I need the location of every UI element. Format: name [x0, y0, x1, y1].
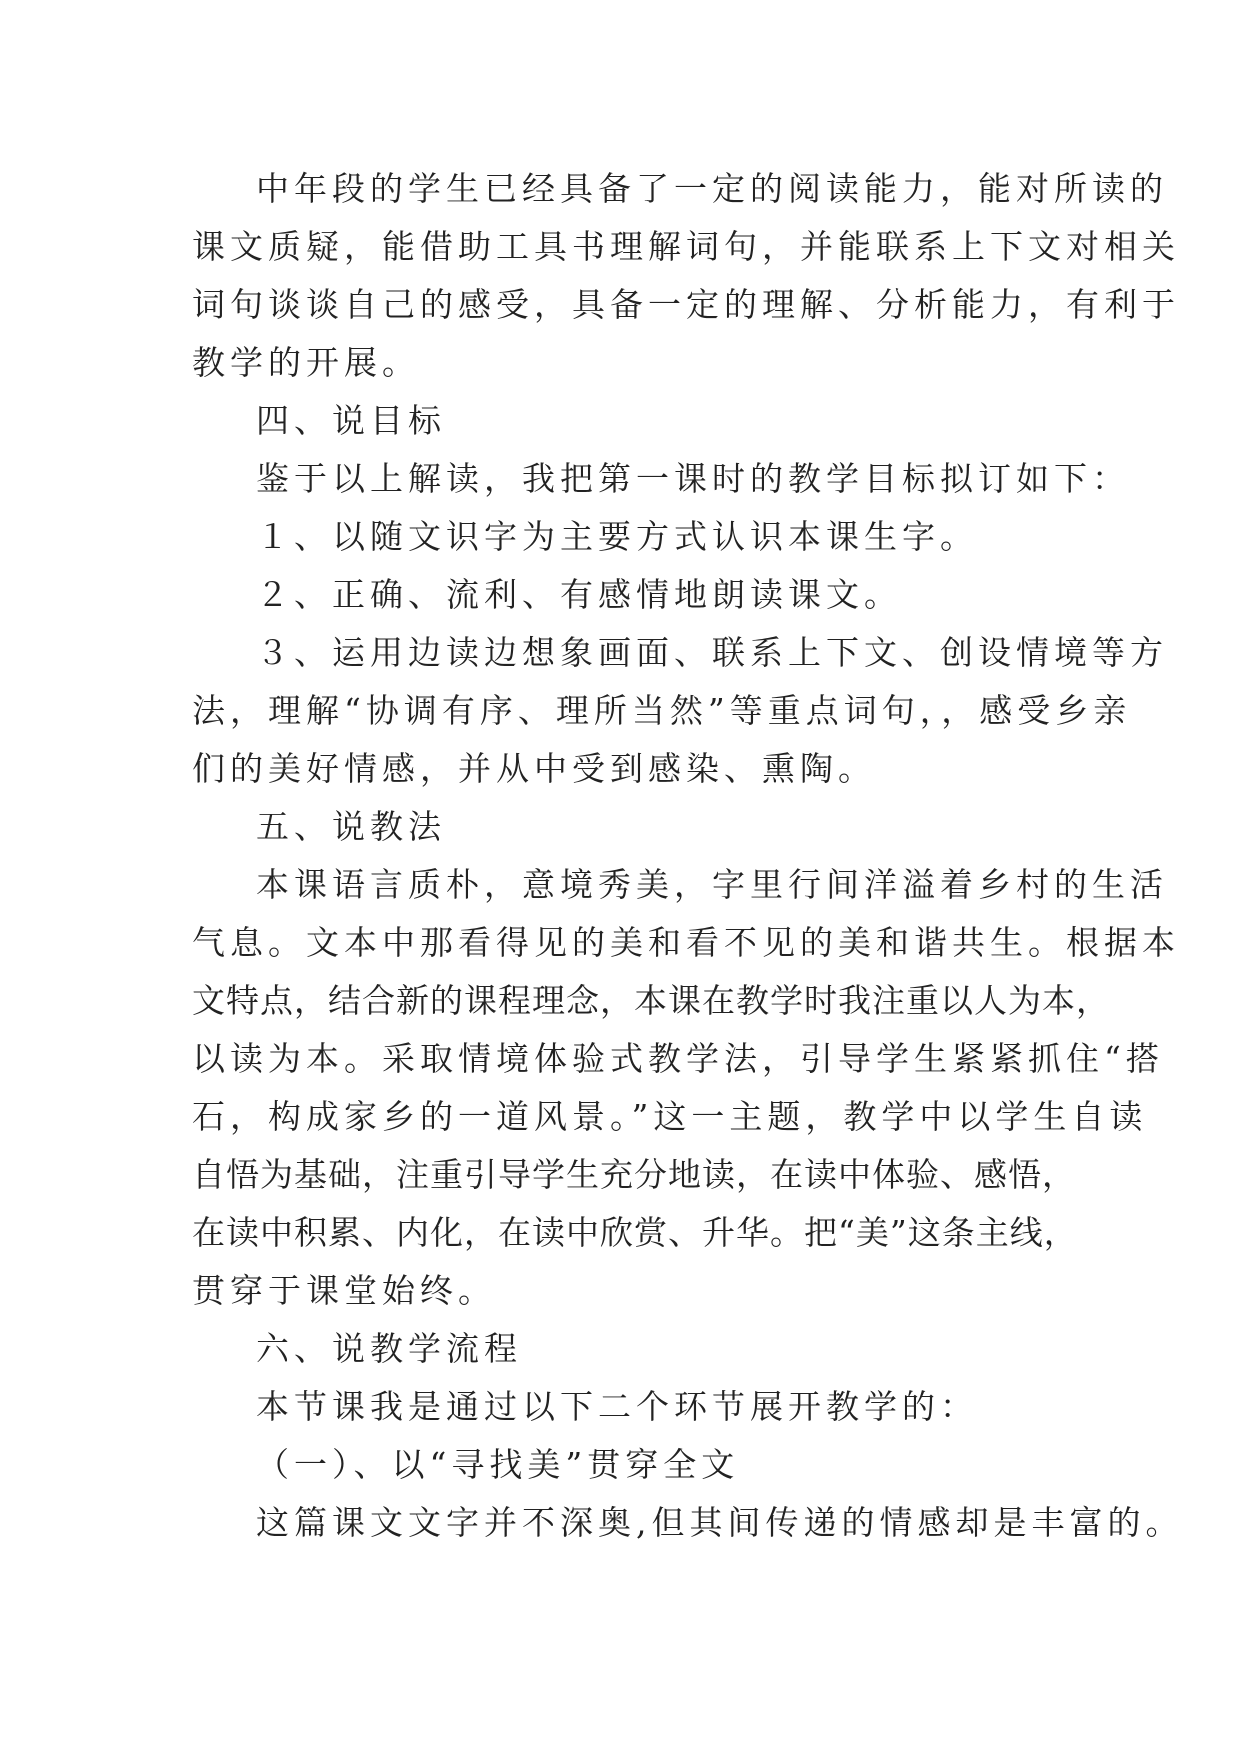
subsection-heading: （一）、以“寻找美”贯穿全文 [256, 1445, 740, 1484]
paragraph-line: 贯穿于课堂始终。 [192, 1271, 496, 1310]
paragraph-line: 气息。文本中那看得见的美和看不见的美和谐共生。根据本 [192, 923, 1180, 962]
paragraph-line: 石，构成家乡的一道风景。”这一主题，教学中以学生自读 [192, 1097, 1148, 1136]
paragraph-line: 以读为本。采取情境体验式教学法，引导学生紧紧抓住“搭 [192, 1039, 1164, 1078]
paragraph-line: 鉴于以上解读，我把第一课时的教学目标拟订如下： [256, 459, 1130, 498]
paragraph-line: 本课语言质朴，意境秀美，字里行间洋溢着乡村的生活 [256, 865, 1168, 904]
document-body [192, 160, 1184, 1552]
list-item: ３、运用边读边想象画面、联系上下文、创设情境等方 [256, 633, 1168, 672]
paragraph-line: 教学的开展。 [192, 343, 420, 382]
paragraph-line: 自悟为基础，注重引导学生充分地读，在读中体验、感悟， [192, 1155, 1076, 1194]
paragraph-line: 词句谈谈自己的感受，具备一定的理解、分析能力，有利于 [192, 285, 1180, 324]
paragraph-line: 法，理解“协调有序、理所当然”等重点词句，，感受乡亲 [192, 691, 1132, 730]
paragraph-line: 在读中积累、内化，在读中欣赏、升华。把“美”这条主线， [192, 1213, 1078, 1252]
section-heading: 四、说目标 [256, 401, 446, 440]
list-item: １、以随文识字为主要方式认识本课生字。 [256, 517, 978, 556]
paragraph-line: 这篇课文文字并不深奥,但其间传递的情感却是丰富的。 [256, 1503, 1184, 1542]
list-item: ２、正确、流利、有感情地朗读课文。 [256, 575, 902, 614]
paragraph-line: 本节课我是通过以下二个环节展开教学的： [256, 1387, 978, 1426]
paragraph-line: 中年段的学生已经具备了一定的阅读能力，能对所读的 [256, 169, 1168, 208]
paragraph-line: 文特点，结合新的课程理念，本课在教学时我注重以人为本， [192, 981, 1110, 1020]
paragraph-line: 课文质疑，能借助工具书理解词句，并能联系上下文对相关 [192, 227, 1180, 266]
section-heading: 六、说教学流程 [256, 1329, 522, 1368]
section-heading: 五、说教法 [256, 807, 446, 846]
paragraph-line: 们的美好情感，并从中受到感染、熏陶。 [192, 749, 876, 788]
